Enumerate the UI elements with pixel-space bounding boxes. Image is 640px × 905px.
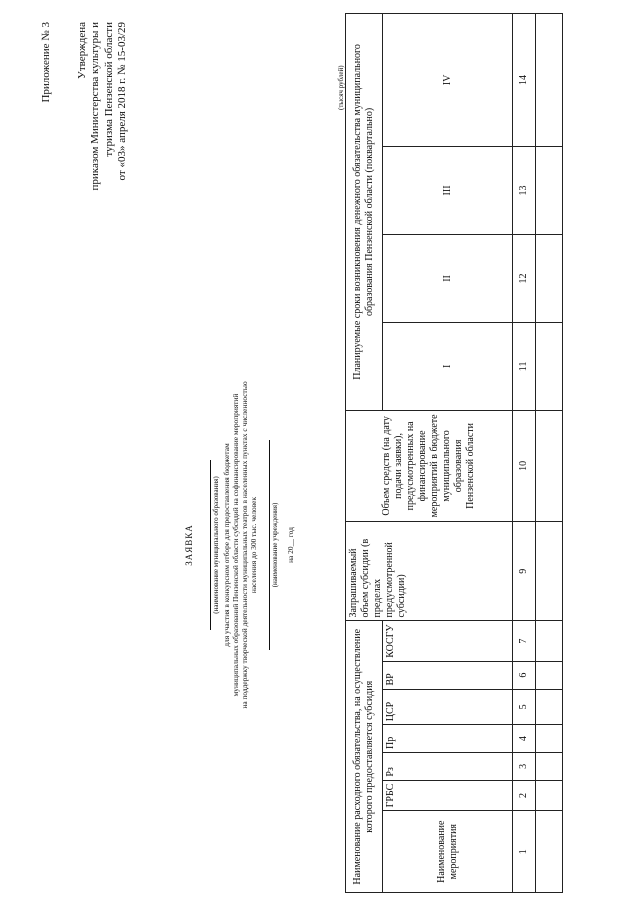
code-rz: Рз [383,753,513,781]
table-cell [536,753,563,781]
column-number: 5 [513,689,536,725]
application-title: ЗАЯВКА [184,524,194,566]
table-cell [536,146,563,234]
column-number: 4 [513,725,536,753]
column-number: 10 [513,410,536,521]
table-cell [536,661,563,689]
table-cell [536,811,563,893]
approval-line: Утверждена [75,22,88,79]
table-cell [536,14,563,147]
quarter-4: IV [383,14,513,147]
quarter-2: II [383,234,513,322]
annex-number: Приложение № 3 [40,22,52,103]
purpose-line: населения до 300 тыс. человек [249,496,259,594]
column-number: 6 [513,661,536,689]
column-number: 12 [513,234,536,322]
table-cell [536,621,563,661]
table-cell [536,322,563,410]
year-line: на 20__ год [286,527,296,563]
header-terms: Планируемые сроки возникновения денежного обязательства муниципального образования Пензенской области (поквартально) [346,14,383,411]
column-number: 11 [513,322,536,410]
application-table [345,13,563,893]
column-number: 9 [513,521,536,621]
application-purpose [222,335,259,755]
approval-line: от «03» апреля 2018 г. № 15-03/29 [116,22,128,181]
column-number: 13 [513,146,536,234]
code-vr: ВР [383,661,513,689]
approval-stamp [40,22,130,282]
quarter-1: I [383,322,513,410]
units-label: (тысяч рублей) [337,65,345,110]
header-funds: Объем средств (на дату подачи заявки), предусмотренных на финансирование мероприятий в бюджете муниципального образования Пензенской области [346,410,513,521]
approval-lines [76,22,130,282]
column-number: 3 [513,753,536,781]
column-number: 2 [513,780,536,811]
column-number: 14 [513,14,536,147]
institution-hint: (наименование учреждения) [270,502,279,588]
institution-underline [269,440,270,650]
table-cell [536,234,563,322]
table-cell [536,725,563,753]
code-grbs: ГРБС [383,780,513,811]
column-number: 7 [513,621,536,661]
code-kosgu: КОСГУ [383,621,513,661]
table-cell [536,780,563,811]
application-heading [185,335,295,755]
purpose-line: муниципальных образований Пензенской области субсидий на софинансирование мероприятий [230,393,240,697]
column-number: 1 [513,811,536,893]
approval-line: туризма Пензенской области [102,22,115,157]
municipality-hint: (наименование муниципального образования) [212,476,221,614]
header-obligation: Наименование расходного обязательства, на осуществление которого предоставляется субсидия [346,621,383,893]
table-cell [536,689,563,725]
table-cell [536,521,563,621]
quarter-3: III [383,146,513,234]
purpose-line: на поддержку творческой деятельности муниципальных театров в населенных пунктах с численностью [240,381,250,709]
purpose-line: для участия в конкурсном отборе для предоставления бюджетам [221,443,231,647]
code-csr: ЦСР [383,689,513,725]
header-event: Наименование мероприятия [383,811,513,893]
approval-line: приказом Министерства культуры и [89,22,101,191]
table-cell [536,410,563,521]
column-number-row [513,14,536,893]
header-requested: Запрашиваемый объем субсидии (в пределах предусмотренной субсидии) [346,521,513,621]
code-pr: Пр [383,725,513,753]
municipality-underline [210,460,211,630]
empty-data-row [536,14,563,893]
